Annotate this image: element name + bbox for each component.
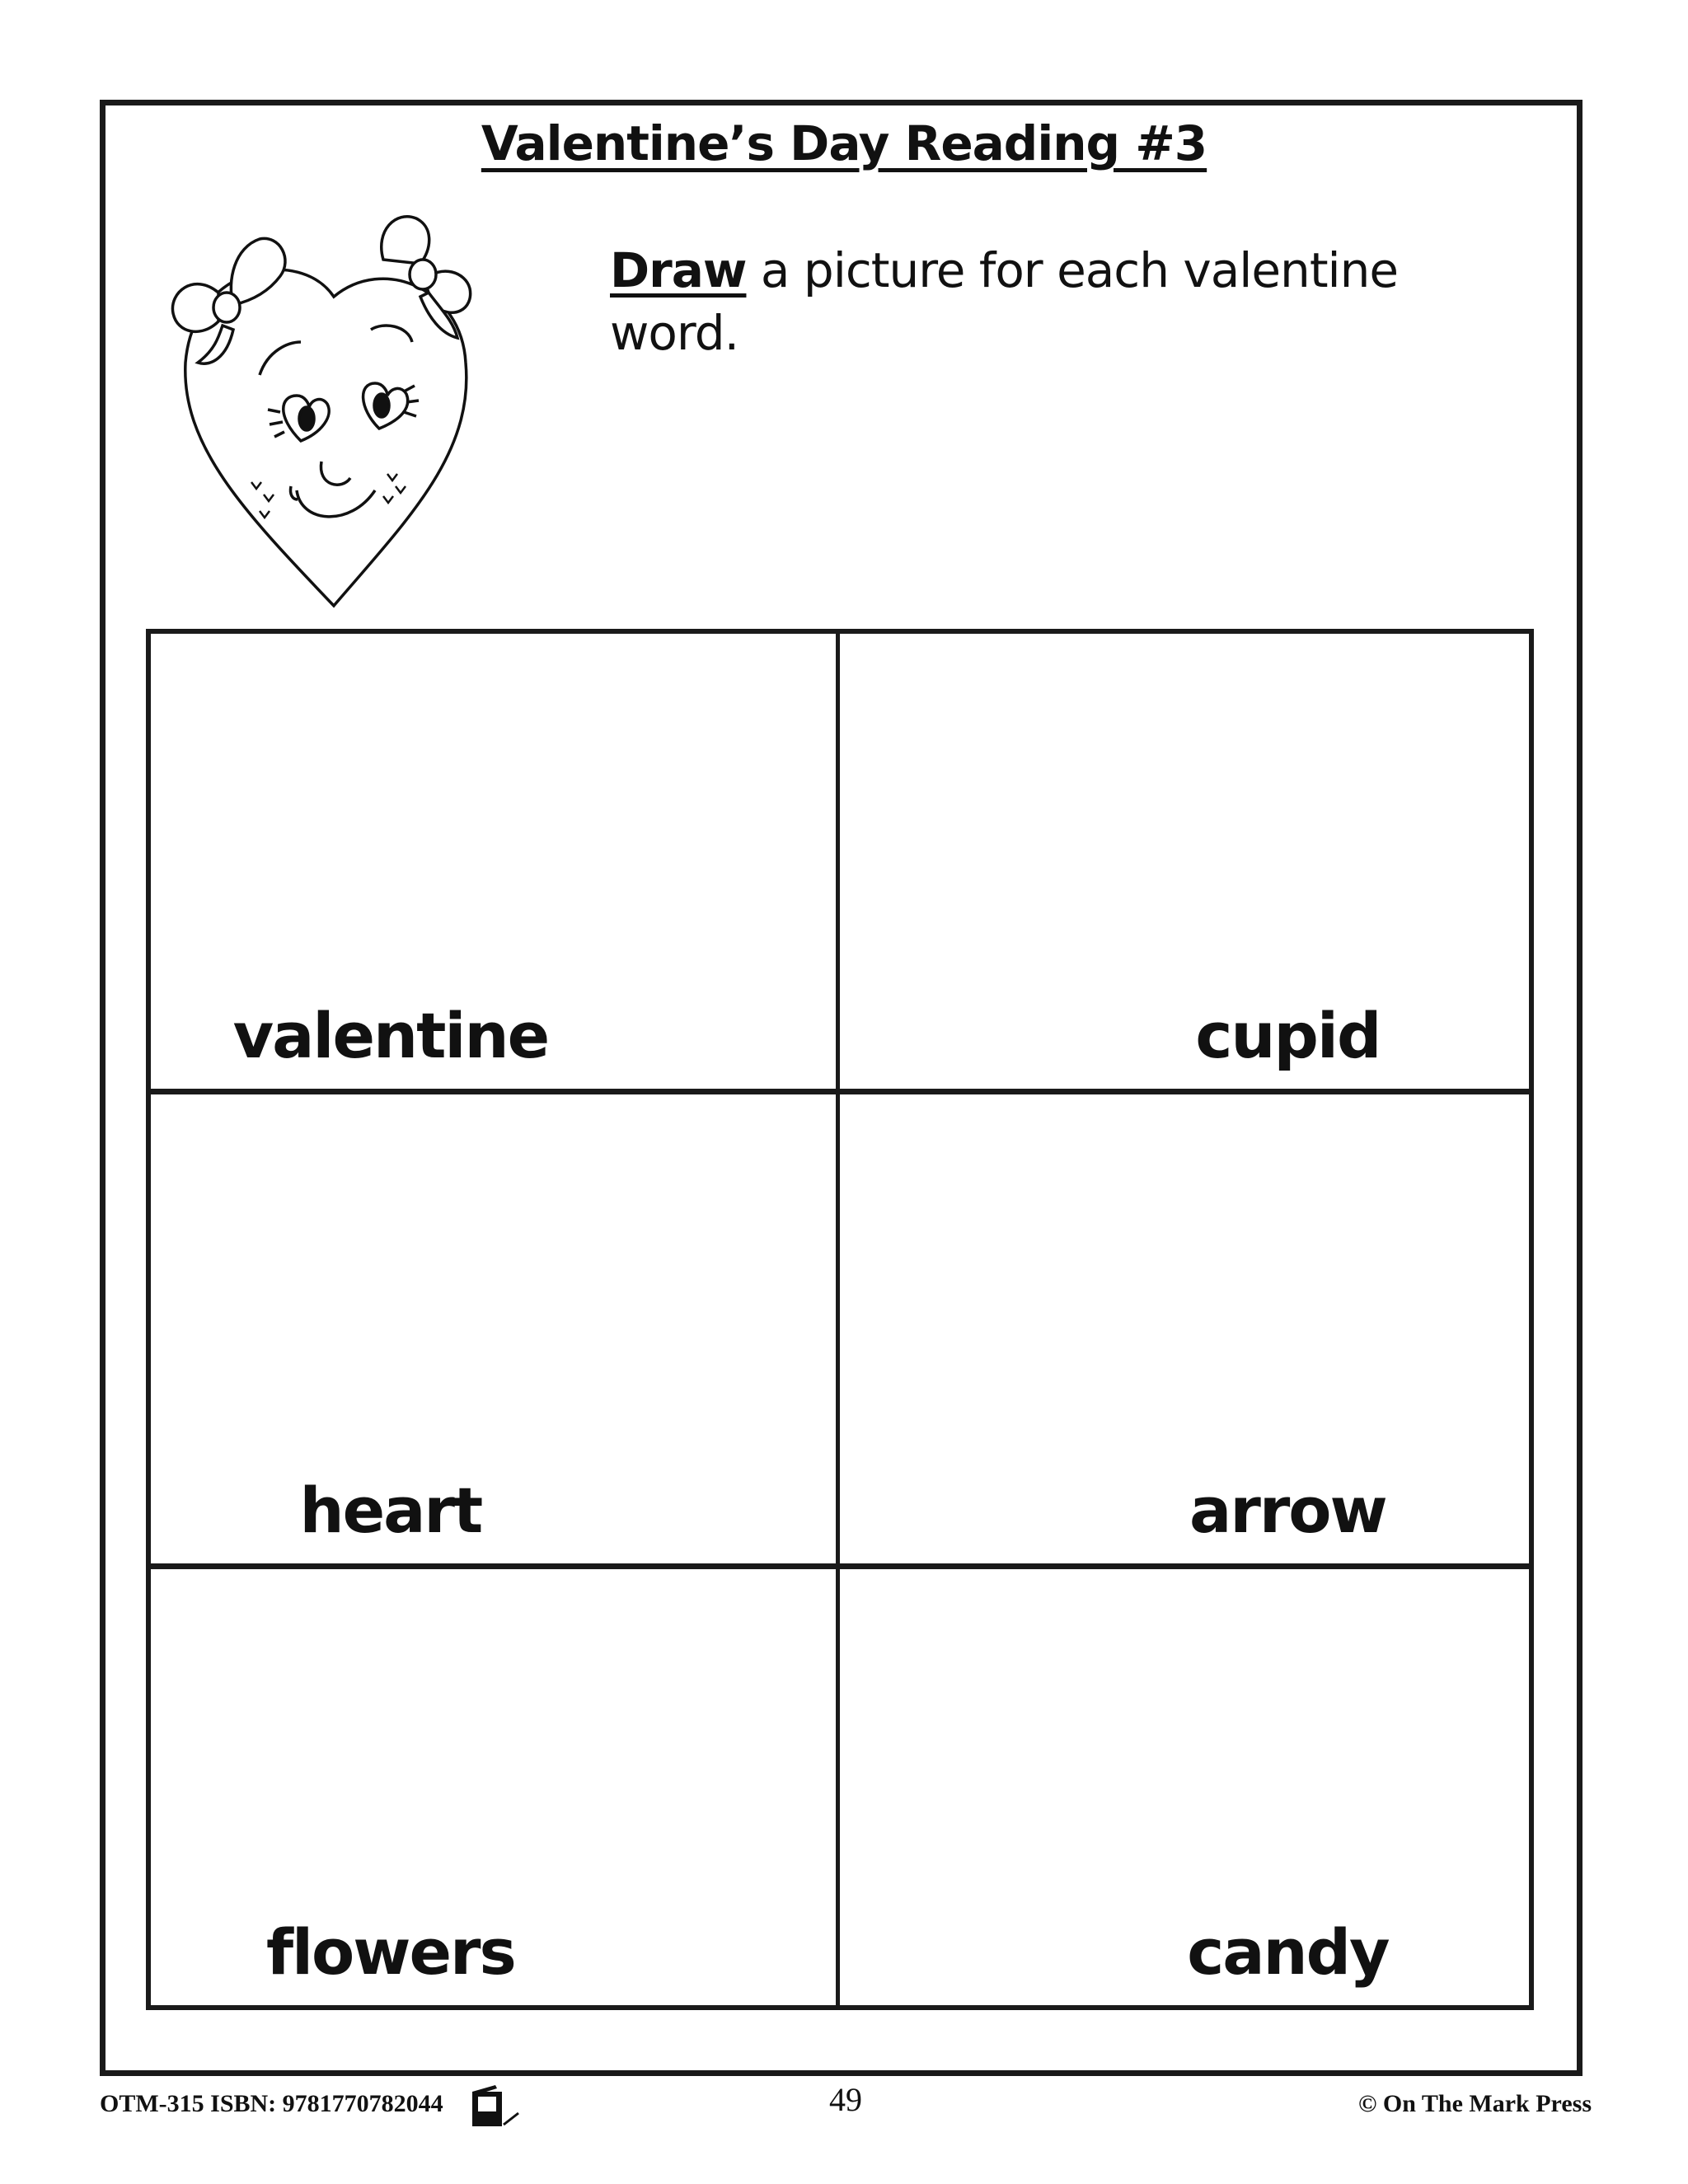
page-title bbox=[0, 115, 1688, 171]
instruction-text bbox=[610, 239, 1484, 364]
drawing-box-heart[interactable] bbox=[151, 1094, 840, 1569]
page-number: 49 bbox=[829, 2081, 862, 2118]
instruction-verb: Draw bbox=[610, 242, 747, 298]
drawing-box-valentine[interactable] bbox=[151, 634, 840, 1094]
heart-character-illustration bbox=[136, 198, 581, 618]
instruction-rest: a picture for each valentine word. bbox=[610, 242, 1399, 361]
word-label: flowers bbox=[265, 1915, 515, 1989]
word-label: arrow bbox=[1189, 1474, 1386, 1547]
word-label: cupid bbox=[1195, 999, 1381, 1072]
publisher-credit: © On The Mark Press bbox=[1358, 2090, 1592, 2117]
drawing-grid bbox=[146, 629, 1534, 2010]
drawing-box-cupid[interactable] bbox=[840, 634, 1529, 1094]
product-code: OTM-315 ISBN: 9781770782044 bbox=[100, 2090, 443, 2117]
word-label: valentine bbox=[232, 999, 549, 1072]
word-label: candy bbox=[1187, 1915, 1389, 1989]
title-text: Valentine’s Day Reading #3 bbox=[481, 115, 1207, 171]
page-footer bbox=[100, 2081, 1592, 2135]
word-label: heart bbox=[299, 1474, 482, 1547]
drawing-box-flowers[interactable] bbox=[151, 1569, 840, 2005]
drawing-box-candy[interactable] bbox=[840, 1569, 1529, 2005]
drawing-box-arrow[interactable] bbox=[840, 1094, 1529, 1569]
